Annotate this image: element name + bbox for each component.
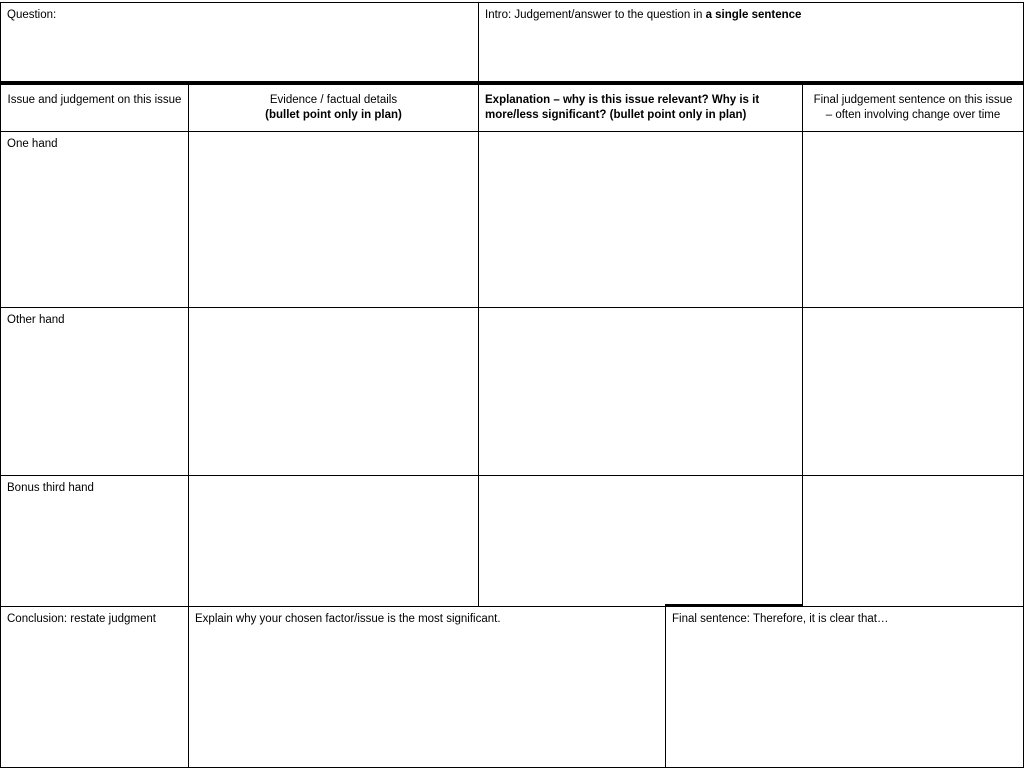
- conclusion-final-cell[interactable]: [665, 606, 1024, 768]
- intro-cell[interactable]: [478, 2, 1024, 83]
- question-label: Question:: [7, 9, 57, 21]
- question-cell[interactable]: [0, 2, 479, 83]
- conclusion-label: Conclusion: restate judgment: [7, 613, 156, 625]
- row-one-hand-final[interactable]: [802, 131, 1024, 308]
- row-bonus-explanation[interactable]: [478, 475, 803, 607]
- row-bonus-final[interactable]: [802, 475, 1024, 607]
- header-issue: [0, 84, 189, 132]
- row-other-hand-label-cell[interactable]: [0, 307, 189, 476]
- row-other-hand-evidence[interactable]: [188, 307, 479, 476]
- header-final: [802, 84, 1024, 132]
- row-other-hand-explanation[interactable]: [478, 307, 803, 476]
- header-evidence-line2: (bullet point only in plan): [265, 109, 402, 121]
- header-evidence: [188, 84, 479, 132]
- row-other-hand-final[interactable]: [802, 307, 1024, 476]
- header-explanation: [478, 84, 803, 132]
- intro-label-bold: a single sentence: [705, 9, 802, 21]
- row-other-hand-label: Other hand: [7, 314, 65, 326]
- row-one-hand-label: One hand: [7, 138, 58, 150]
- row-bonus-label-cell[interactable]: [0, 475, 189, 607]
- intro-label: Intro: Judgement/answer to the question in: [485, 9, 706, 21]
- row-bonus-evidence[interactable]: [188, 475, 479, 607]
- header-evidence-line1: Evidence / factual details: [269, 94, 398, 106]
- conclusion-label-cell[interactable]: [0, 606, 189, 768]
- row-one-hand-evidence[interactable]: [188, 131, 479, 308]
- conclusion-explain-text: Explain why your chosen factor/issue is the most significant.: [195, 613, 501, 625]
- conclusion-explain-cell[interactable]: [188, 606, 666, 768]
- header-final-text: Final judgement sentence on this issue – often involving change over time: [813, 94, 1013, 121]
- header-explanation-text: Explanation – why is this issue relevant? Why is it more/less significant? (bullet point only in plan): [485, 94, 760, 121]
- row-one-hand-explanation[interactable]: [478, 131, 803, 308]
- row-one-hand-label-cell[interactable]: [0, 131, 189, 308]
- row-bonus-label: Bonus third hand: [7, 482, 94, 494]
- header-issue-text: Issue and judgement on this issue: [7, 94, 182, 106]
- conclusion-final-text: Final sentence: Therefore, it is clear that…: [672, 613, 889, 625]
